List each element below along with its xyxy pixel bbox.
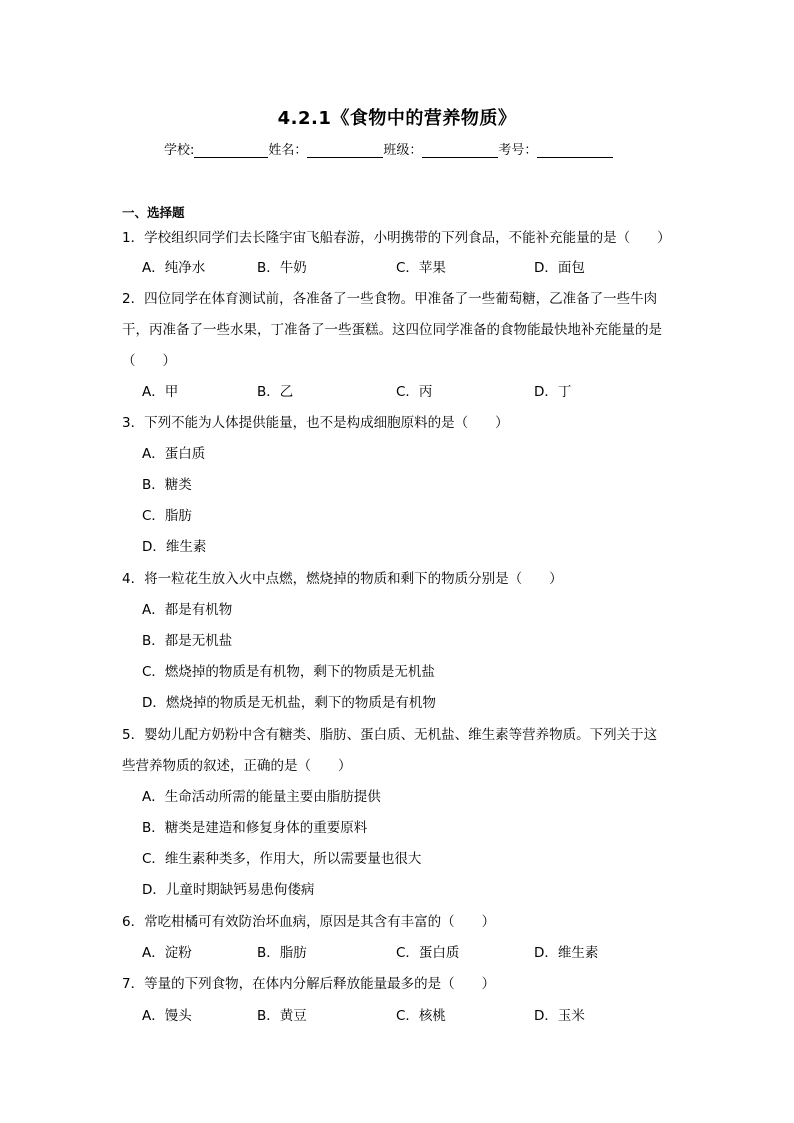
question-3: 3．下列不能为人体提供能量，也不是构成细胞原料的是（ ） bbox=[122, 415, 509, 431]
page-title: 4.2.1《食物中的营养物质》 bbox=[277, 108, 517, 129]
name-blank[interactable] bbox=[307, 143, 383, 158]
option-d[interactable]: D．玉米 bbox=[534, 1008, 585, 1024]
school-blank[interactable] bbox=[194, 143, 268, 158]
question-5-option-b[interactable]: B．糖类是建造和修复身体的重要原料 bbox=[142, 820, 368, 836]
class-blank[interactable] bbox=[422, 143, 498, 158]
section-heading: 一、选择题 bbox=[122, 205, 185, 220]
question-7: 7．等量的下列食物，在体内分解后释放能量最多的是（ ） bbox=[122, 976, 496, 992]
option-a[interactable]: A．馒头 bbox=[142, 1008, 192, 1024]
question-3-option-b[interactable]: B．糖类 bbox=[142, 477, 192, 493]
school-label: 学校: bbox=[164, 143, 195, 158]
option-a[interactable]: A．甲 bbox=[142, 384, 179, 400]
option-b[interactable]: B．黄豆 bbox=[257, 1008, 307, 1024]
option-a[interactable]: A．纯净水 bbox=[142, 260, 206, 276]
name-label: 姓名： bbox=[268, 143, 308, 158]
option-c[interactable]: C．核桃 bbox=[396, 1008, 446, 1024]
question-4-option-c[interactable]: C．燃烧掉的物质是有机物，剩下的物质是无机盐 bbox=[142, 664, 435, 680]
option-b[interactable]: B．牛奶 bbox=[257, 260, 307, 276]
option-c[interactable]: C．苹果 bbox=[396, 260, 446, 276]
question-5-option-d[interactable]: D．儿童时期缺钙易患佝偻病 bbox=[142, 882, 315, 898]
option-c[interactable]: C．丙 bbox=[396, 384, 433, 400]
question-5-option-c[interactable]: C．维生素种类多，作用大，所以需要量也很大 bbox=[142, 851, 422, 867]
question-2-line-3: （ ） bbox=[122, 353, 176, 369]
option-d[interactable]: D．丁 bbox=[534, 384, 572, 400]
question-4-option-d[interactable]: D．燃烧掉的物质是无机盐，剩下的物质是有机物 bbox=[142, 695, 436, 711]
option-d[interactable]: D．面包 bbox=[534, 260, 585, 276]
question-5-option-a[interactable]: A．生命活动所需的能量主要由脂肪提供 bbox=[142, 789, 381, 805]
question-1: 1．学校组织同学们去长隆宇宙飞船春游，小明携带的下列食品，不能补充能量的是（ ） bbox=[122, 230, 671, 246]
exam-no-blank[interactable] bbox=[537, 143, 613, 158]
question-2-line-1: 2．四位同学在体育测试前，各准备了一些食物。甲准备了一些葡萄糖，乙准备了一些牛肉 bbox=[122, 291, 658, 307]
question-3-option-a[interactable]: A．蛋白质 bbox=[142, 446, 206, 462]
option-b[interactable]: B．乙 bbox=[257, 384, 294, 400]
question-4-option-a[interactable]: A．都是有机物 bbox=[142, 602, 233, 618]
question-5-line-2: 些营养物质的叙述，正确的是（ ） bbox=[122, 758, 352, 774]
option-c[interactable]: C．蛋白质 bbox=[396, 945, 460, 961]
question-4-option-b[interactable]: B．都是无机盐 bbox=[142, 633, 233, 649]
option-a[interactable]: A．淀粉 bbox=[142, 945, 192, 961]
class-label: 班级： bbox=[383, 143, 423, 158]
question-3-option-c[interactable]: C．脂肪 bbox=[142, 508, 192, 524]
question-4: 4．将一粒花生放入火中点燃，燃烧掉的物质和剩下的物质分别是（ ） bbox=[122, 571, 563, 587]
student-info-row bbox=[164, 139, 613, 158]
question-5-line-1: 5．婴幼儿配方奶粉中含有糖类、脂肪、蛋白质、无机盐、维生素等营养物质。下列关于这 bbox=[122, 727, 658, 743]
exam-no-label: 考号： bbox=[498, 143, 538, 158]
option-d[interactable]: D．维生素 bbox=[534, 945, 599, 961]
question-3-option-d[interactable]: D．维生素 bbox=[142, 539, 207, 555]
question-6: 6．常吃柑橘可有效防治坏血病，原因是其含有丰富的（ ） bbox=[122, 914, 496, 930]
question-2-line-2: 干，丙准备了一些水果，丁准备了一些蛋糕。这四位同学准备的食物能最快地补充能量的是 bbox=[122, 322, 662, 338]
option-b[interactable]: B．脂肪 bbox=[257, 945, 307, 961]
